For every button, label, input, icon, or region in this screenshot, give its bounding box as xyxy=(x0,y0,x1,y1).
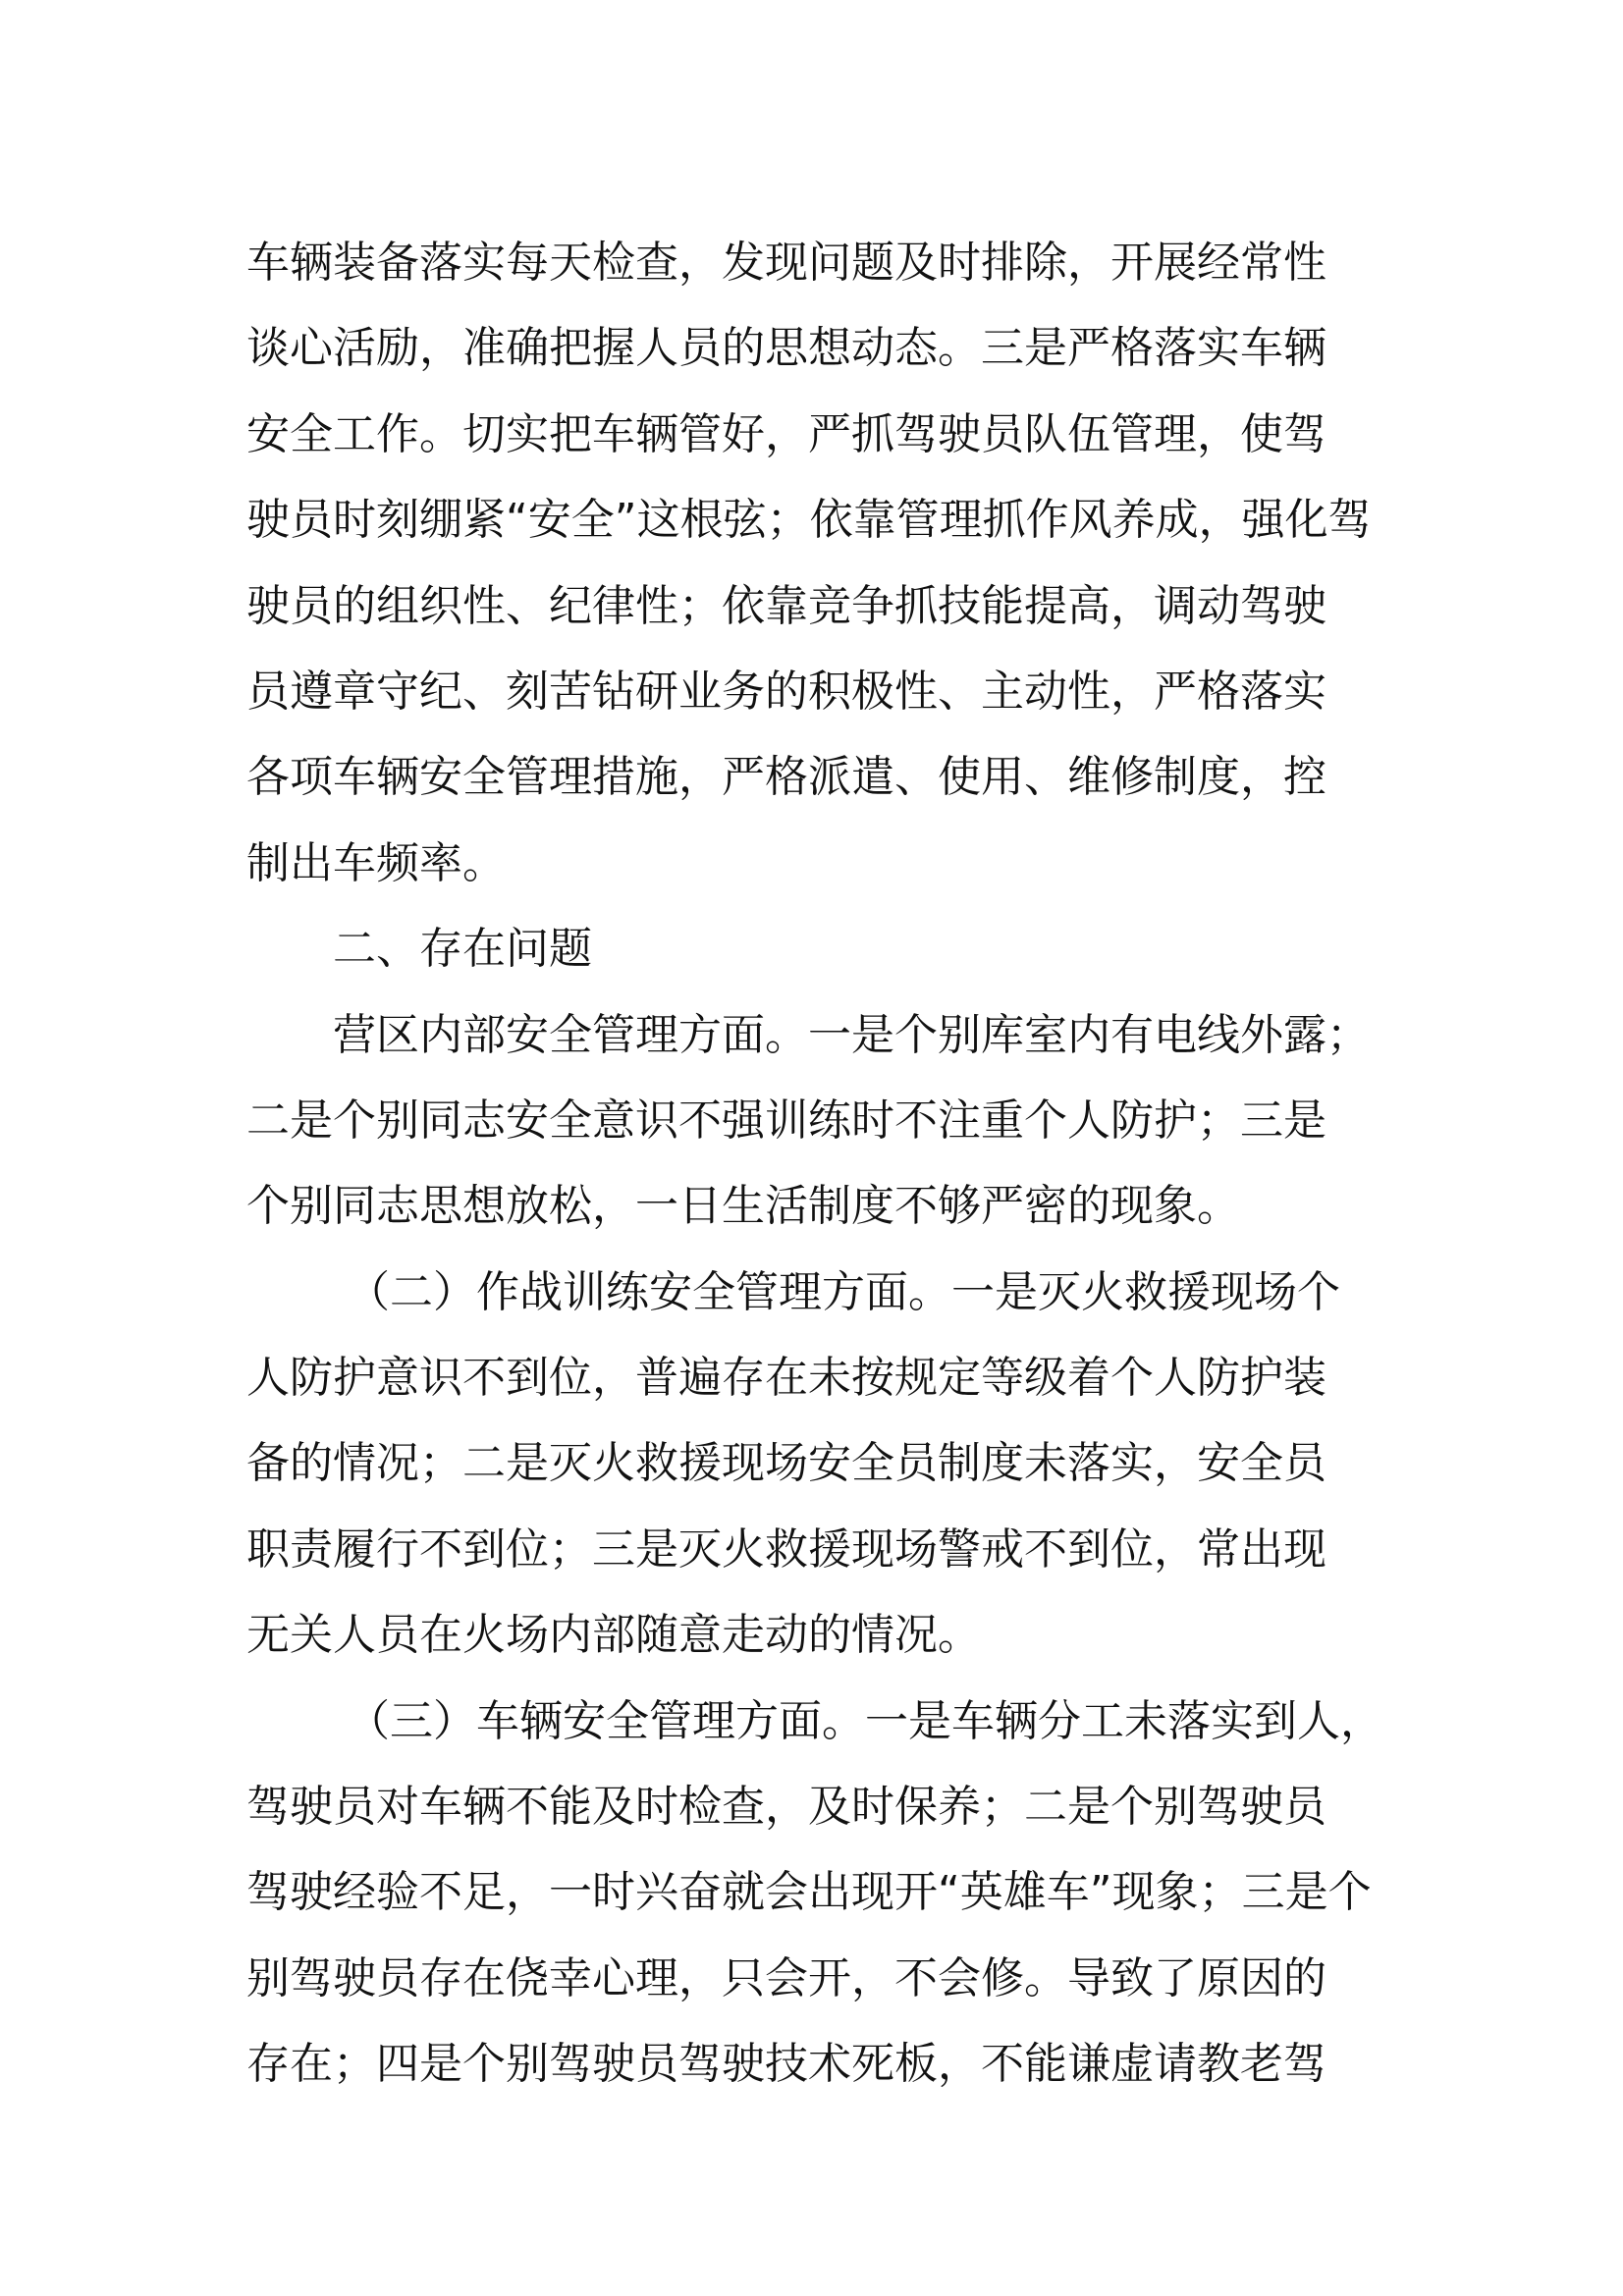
text-line: 谈心活励，准确把握人员的思想动态。三是严格落实车辆 xyxy=(246,323,1326,374)
text-line: （二）作战训练安全管理方面。一是灭火救援现场个 xyxy=(347,1266,1340,1317)
text-line: 各项车辆安全管理措施，严格派遣、使用、维修制度，控 xyxy=(246,752,1326,803)
text-line: 存在；四是个别驾驶员驾驶技术死板，不能谦虚请教老驾 xyxy=(246,2039,1326,2090)
text-line: 二是个别同志安全意识不强训练时不注重个人防护；三是 xyxy=(246,1095,1326,1146)
text-line: 无关人员在火场内部随意走动的情况。 xyxy=(246,1610,981,1661)
text-line: 驾驶经验不足，一时兴奋就会出现开“英雄车”现象；三是个 xyxy=(246,1867,1372,1918)
text-line: 别驾驶员存在侥幸心理，只会开，不会修。导致了原因的 xyxy=(246,1952,1326,2003)
continued-paragraph xyxy=(246,220,1444,906)
text-line: 安全工作。切实把车辆管好，严抓驾驶员队伍管理，使驾 xyxy=(246,408,1326,459)
document-body xyxy=(246,220,1444,2108)
text-line: 人防护意识不到位，普遍存在未按规定等级着个人防护装 xyxy=(246,1353,1326,1404)
paragraph-training-safety xyxy=(246,1250,1444,1679)
paragraph-vehicle-safety xyxy=(246,1679,1444,2108)
text-line: 备的情况；二是灭火救援现场安全员制度未落实，安全员 xyxy=(246,1438,1326,1489)
text-line: 制出车频率。 xyxy=(246,837,506,888)
text-line: 个别同志思想放松，一日生活制度不够严密的现象。 xyxy=(246,1181,1240,1232)
text-line: 驶员的组织性、纪律性；依靠竞争抓技能提高，调动驾驶 xyxy=(246,580,1326,631)
text-line: 职责履行不到位；三是灭火救援现场警戒不到位，常出现 xyxy=(246,1523,1326,1575)
text-line: 车辆装备落实每天检查，发现问题及时排除，开展经常性 xyxy=(246,238,1326,288)
text-line: 驶员时刻绷紧“安全”这根弦；依靠管理抓作风养成，强化驾 xyxy=(246,495,1372,546)
text-line: 驾驶员对车辆不能及时检查，及时保养；二是个别驾驶员 xyxy=(246,1782,1326,1833)
text-line: 营区内部安全管理方面。一是个别库室内有电线外露； xyxy=(333,1009,1370,1060)
text-line: （三）车辆安全管理方面。一是车辆分工未落实到人， xyxy=(347,1695,1383,1746)
section-heading: 二、存在问题 xyxy=(333,924,592,975)
paragraph-camp-safety xyxy=(246,992,1444,1250)
text-line: 员遵章守纪、刻苦钻研业务的积极性、主动性，严格落实 xyxy=(246,666,1326,717)
